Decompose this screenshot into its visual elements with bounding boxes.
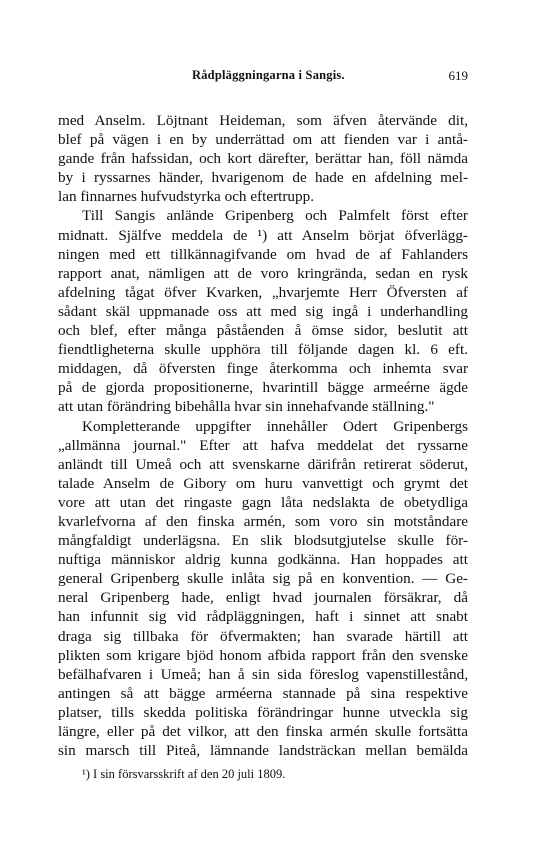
text-line: nuftiga människor aldrig kunna godkänna. Han hoppades att	[58, 551, 468, 569]
body-text	[58, 111, 468, 760]
text-line: med Anselm. Löjtnant Heideman, som äfven återvände dit,	[58, 112, 468, 129]
text-line: lan finnarnes hufvudstyrka och eftertrupp.	[58, 188, 314, 206]
text-line: på de gjorda propositionerne, hvarintill bägge armeérne ägde	[58, 379, 468, 397]
text-line: blef på vägen i en by underrättad om att fienden var i antå-	[58, 131, 468, 149]
text-line: neral Gripenberg hade, enligt hvad journalen försäkrar, då	[58, 589, 468, 607]
text-line: sin marsch till Piteå, lämnande landsträckan mellan bemälda	[58, 742, 468, 760]
running-head	[58, 68, 468, 88]
text-line: middagen, då öfversten finge återkomma och inhemta svar	[58, 360, 468, 378]
text-line: general Gripenberg skulle inlåta sig på en konvention. — Ge-	[58, 570, 468, 588]
text-line: talade Anselm de Gibory om huru vanvettigt och grymt det	[58, 474, 468, 492]
text-line: fiendtligheterna skulle upphöra till följande dagen kl. 6 eft.	[58, 341, 468, 359]
text-line: längre, eller på det vilkor, att den finska armén skulle fortsätta	[58, 723, 468, 740]
text-line: „allmänna journal." Efter att hafva meddelat det ryssarne	[58, 436, 468, 454]
text-line: befälhafvaren i Umeå; han å sin sida föreslog vapenstillestånd,	[58, 665, 468, 683]
text-line: antingen så att bägge arméerna stannade på sina respektive	[58, 684, 468, 702]
footnote: ¹) I sin försvarsskrift af den 20 juli 1809.	[82, 767, 286, 781]
text-line: att utan förändring bibehålla hvar sin innehafvande ställning."	[58, 398, 435, 416]
text-line: ningen med ett tillkännagifvande om hvad de af Fahlanders	[58, 245, 468, 263]
text-line: gande från hafssidan, och kort därefter, berättar han, föll nämda	[58, 150, 468, 168]
running-title: Rådpläggningarna i Sangis.	[192, 68, 345, 82]
text-line: by i ryssarnes händer, hvarigenom de hade en afdelning mel-	[58, 169, 468, 187]
text-line: midnatt. Själfve meddela de ¹) att Anselm börjat öfverlägg-	[58, 226, 468, 244]
text-line: anländt till Umeå och att svenskarne därifrån retirerat söderut,	[58, 455, 468, 473]
text-line: och blef, efter många påståenden å ömse sidor, beslutit att	[58, 322, 468, 340]
text-line: Till Sangis anlände Gripenberg och Palmfelt först efter	[82, 207, 468, 225]
text-line: Kompletterande uppgifter innehåller Odert Gripenbergs	[82, 417, 468, 435]
text-line: rapport anat, nämligen att de voro kringrända, sedan en rysk	[58, 264, 468, 282]
text-line: sådant skäl uppmanade oss att med sig ingå i underhandling	[58, 302, 468, 320]
text-line: vore att utan det ringaste gagn låta nedslakta de obetydliga	[58, 493, 468, 511]
text-line: han infunnit sig vid rådpläggningen, haft i sinnet att snabt	[58, 608, 468, 626]
text-line: mångfaldigt underlägsna. En slik blodsutgjutelse skulle för-	[58, 532, 468, 550]
text-line: afdelning tågat öfver Kvarken, „hvarjemte Herr Öfversten af	[58, 283, 468, 301]
text-line: plikten som krigare bjöd honom afbida rapport från den svenske	[58, 646, 468, 664]
text-line: kvarlefvorna af den finska armén, som voro sin motståndare	[58, 512, 468, 530]
text-line: draga sig tillbaka för öfvermakten; han svarade härtill att	[58, 627, 468, 645]
page-number: 619	[448, 68, 468, 83]
text-line: platser, tills skedda politiska förändringar hunne utveckla sig	[58, 703, 468, 721]
